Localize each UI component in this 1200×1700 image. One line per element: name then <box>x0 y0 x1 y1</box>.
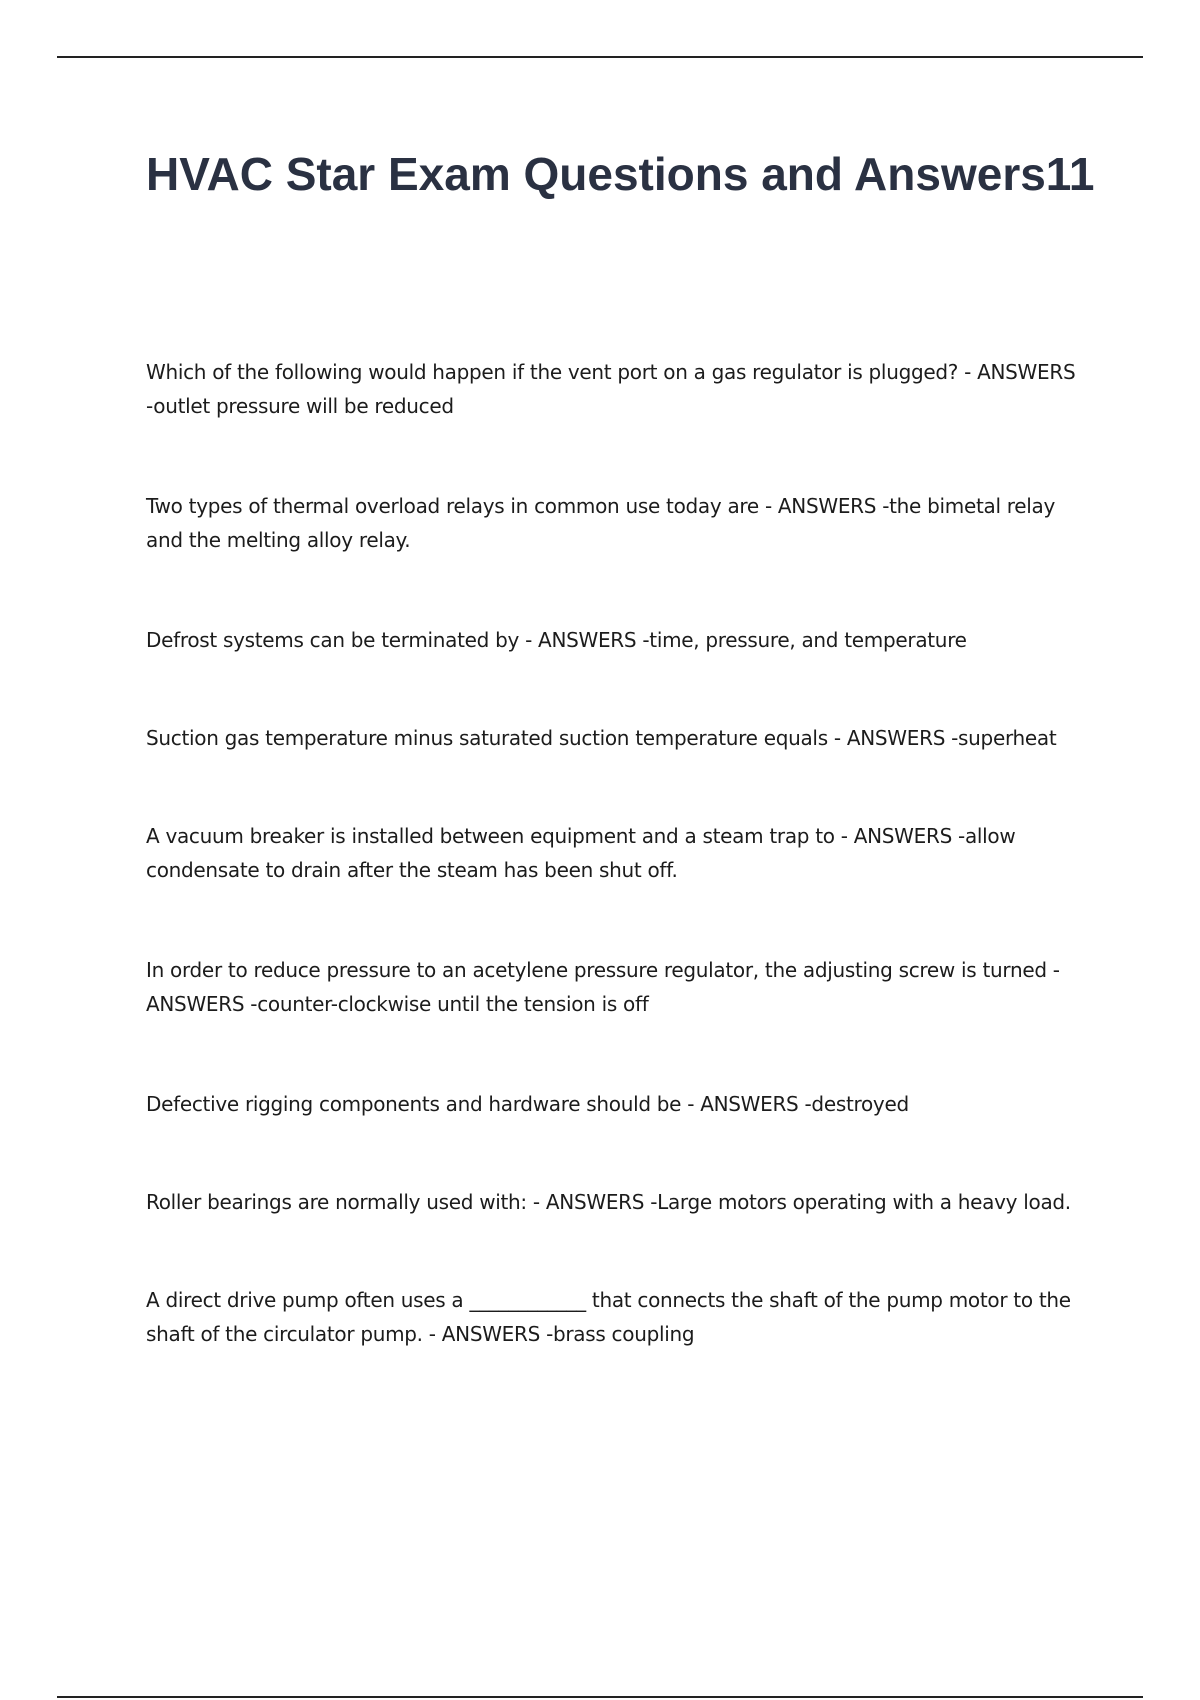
qa-item: Defective rigging components and hardware should be - ANSWERS -destroyed <box>146 1092 909 1116</box>
page-title: HVAC Star Exam Questions and Answers11 <box>146 148 1095 200</box>
qa-item: A direct drive pump often uses a ____________ that connects the shaft of the pump motor to the shaft of the circulator pump. - ANSWERS -brass coupling <box>146 1288 1071 1346</box>
qa-item: Which of the following would happen if the vent port on a gas regulator is plugged? - ANSWERS -outlet pressure will be reduced <box>146 360 1076 418</box>
qa-item: In order to reduce pressure to an acetylene pressure regulator, the adjusting screw is turned - ANSWERS -counter-clockwise until the tension is off <box>146 958 1060 1016</box>
footer-divider <box>57 1696 1143 1698</box>
qa-item: Defrost systems can be terminated by - ANSWERS -time, pressure, and temperature <box>146 628 967 652</box>
qa-item: A vacuum breaker is installed between equipment and a steam trap to - ANSWERS -allow condensate to drain after the steam has been shut off. <box>146 824 1016 882</box>
header-divider <box>57 56 1143 58</box>
qa-item: Two types of thermal overload relays in common use today are - ANSWERS -the bimetal relay and the melting alloy relay. <box>146 494 1056 552</box>
qa-item: Roller bearings are normally used with: - ANSWERS -Large motors operating with a heavy load. <box>146 1190 1071 1214</box>
qa-list <box>146 355 1086 1417</box>
qa-item: Suction gas temperature minus saturated suction temperature equals - ANSWERS -superheat <box>146 726 1057 750</box>
